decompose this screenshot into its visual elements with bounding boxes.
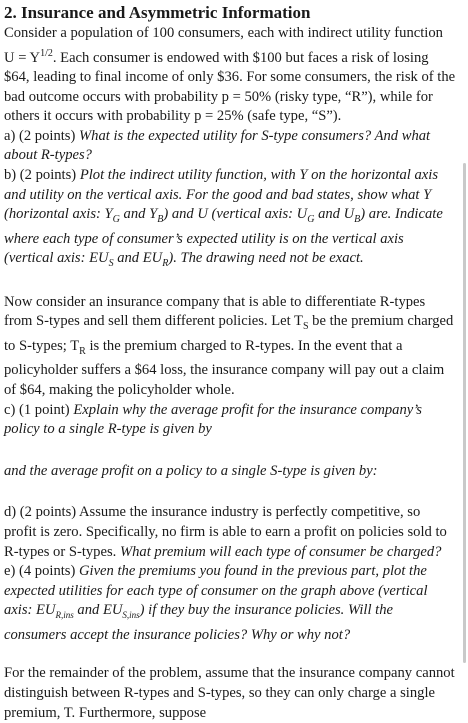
remainder-paragraph: For the remainder of the problem, assume that the insurance company cannot distinguish between R-types and S-types, so they can only charge a single premium, T. Furthermore, suppose	[4, 665, 455, 721]
question-e-label: e) (4 points)	[4, 563, 79, 580]
question-e	[4, 562, 456, 645]
p2-text-3: is the premium charged to R-types. In the event that a policyholder suffers a $64 loss, the insurance company will pay out a claim of $64, making the policyholder whole.	[4, 337, 445, 398]
question-d-italic: What premium will each type of consumer be charged?	[119, 543, 442, 560]
qe-sub-2: S,ins	[122, 610, 140, 621]
question-a	[4, 127, 456, 166]
qe-sub-1: R,ins	[55, 610, 74, 621]
question-b-label: b) (2 points)	[4, 167, 80, 184]
p2-sub-1: S	[302, 321, 309, 333]
question-a-text: What is the expected utility for S-type consumers? And what about R-types?	[4, 127, 431, 164]
question-b	[4, 166, 456, 274]
intro-exponent: 1/2	[40, 47, 53, 59]
qb-sub-3: G	[307, 214, 315, 226]
question-c-label: c) (1 point)	[4, 401, 74, 418]
question-d-label: d) (2 points)	[4, 504, 79, 521]
qb-sub-6: R	[162, 258, 169, 270]
qe-text-2: and EU	[73, 602, 123, 619]
spacer	[4, 274, 456, 293]
vertical-scrollbar[interactable]	[463, 163, 466, 663]
section-title: 2. Insurance and Asymmetric Information	[4, 3, 311, 22]
qb-sub-1: G	[112, 214, 120, 226]
spacer	[4, 645, 456, 664]
document-page	[4, 2, 456, 723]
qb-text-4: and U	[314, 206, 355, 223]
formula-blank-1	[4, 440, 456, 462]
intro-paragraph	[4, 24, 456, 127]
p2-text-2: be the premium charged to S-types; T	[4, 313, 454, 354]
intro-text-1: Consider a population of 100 consumers, each with indirect utility function U = Y	[4, 25, 443, 66]
qb-text-3: ) and U (vertical axis: U	[163, 206, 308, 223]
qb-text-2: and Y	[119, 206, 158, 223]
qe-text-1: Given the premiums you found in the previous part, plot the expected utilities for each type of consumer on the graph above (vertical axis: EU	[4, 563, 428, 619]
insurance-paragraph	[4, 293, 456, 401]
question-d	[4, 503, 456, 562]
question-d-plain: Assume the insurance industry is perfectly competitive, so profit is zero. Specifically, no firm is able to earn a profit on policies sold to R-types or S-types.	[4, 504, 447, 560]
qb-sub-5: S	[108, 258, 114, 270]
qb-sub-4: B	[354, 214, 361, 226]
qb-sub-2: B	[157, 214, 164, 226]
p2-sub-2: R	[79, 345, 86, 357]
question-c-text: Explain why the average profit for the insurance company’s policy to a single R-type is given by	[4, 401, 422, 438]
qb-text-6: and EU	[113, 250, 163, 267]
intro-text-2: . Each consumer is endowed with $100 but faces a risk of losing $64, leading to final income of only $36. For some consumers, the risk of the bad outcome occurs with probability p = 50% (risky type, “R”), while for others it occurs with probability p = 25% (safe type, “S”).	[4, 49, 456, 125]
question-c	[4, 401, 456, 440]
p2-text-1: Now consider an insurance company that is able to differentiate R-types from S-types and sell them different policies. Let T	[4, 293, 426, 330]
qb-text-5: ) are. Indicate where each type of consumer’s expected utility is on the vertical axis (vertical axis: EU	[4, 206, 443, 267]
qb-text-7: ). The drawing need not be exact.	[168, 250, 364, 267]
question-a-label: a) (2 points)	[4, 127, 79, 144]
formula-blank-2	[4, 481, 456, 503]
question-c-text-2: and the average profit on a policy to a single S-type is given by:	[4, 462, 378, 479]
qb-text-1: Plot the indirect utility function, with Y on the horizontal axis and utility on the vertical axis. For the good and bad states, show what Y (horizontal axis: Y	[4, 167, 439, 223]
qe-text-3: ) if they buy the insurance policies. Will the consumers accept the insurance policies? Why or why not?	[4, 602, 393, 643]
